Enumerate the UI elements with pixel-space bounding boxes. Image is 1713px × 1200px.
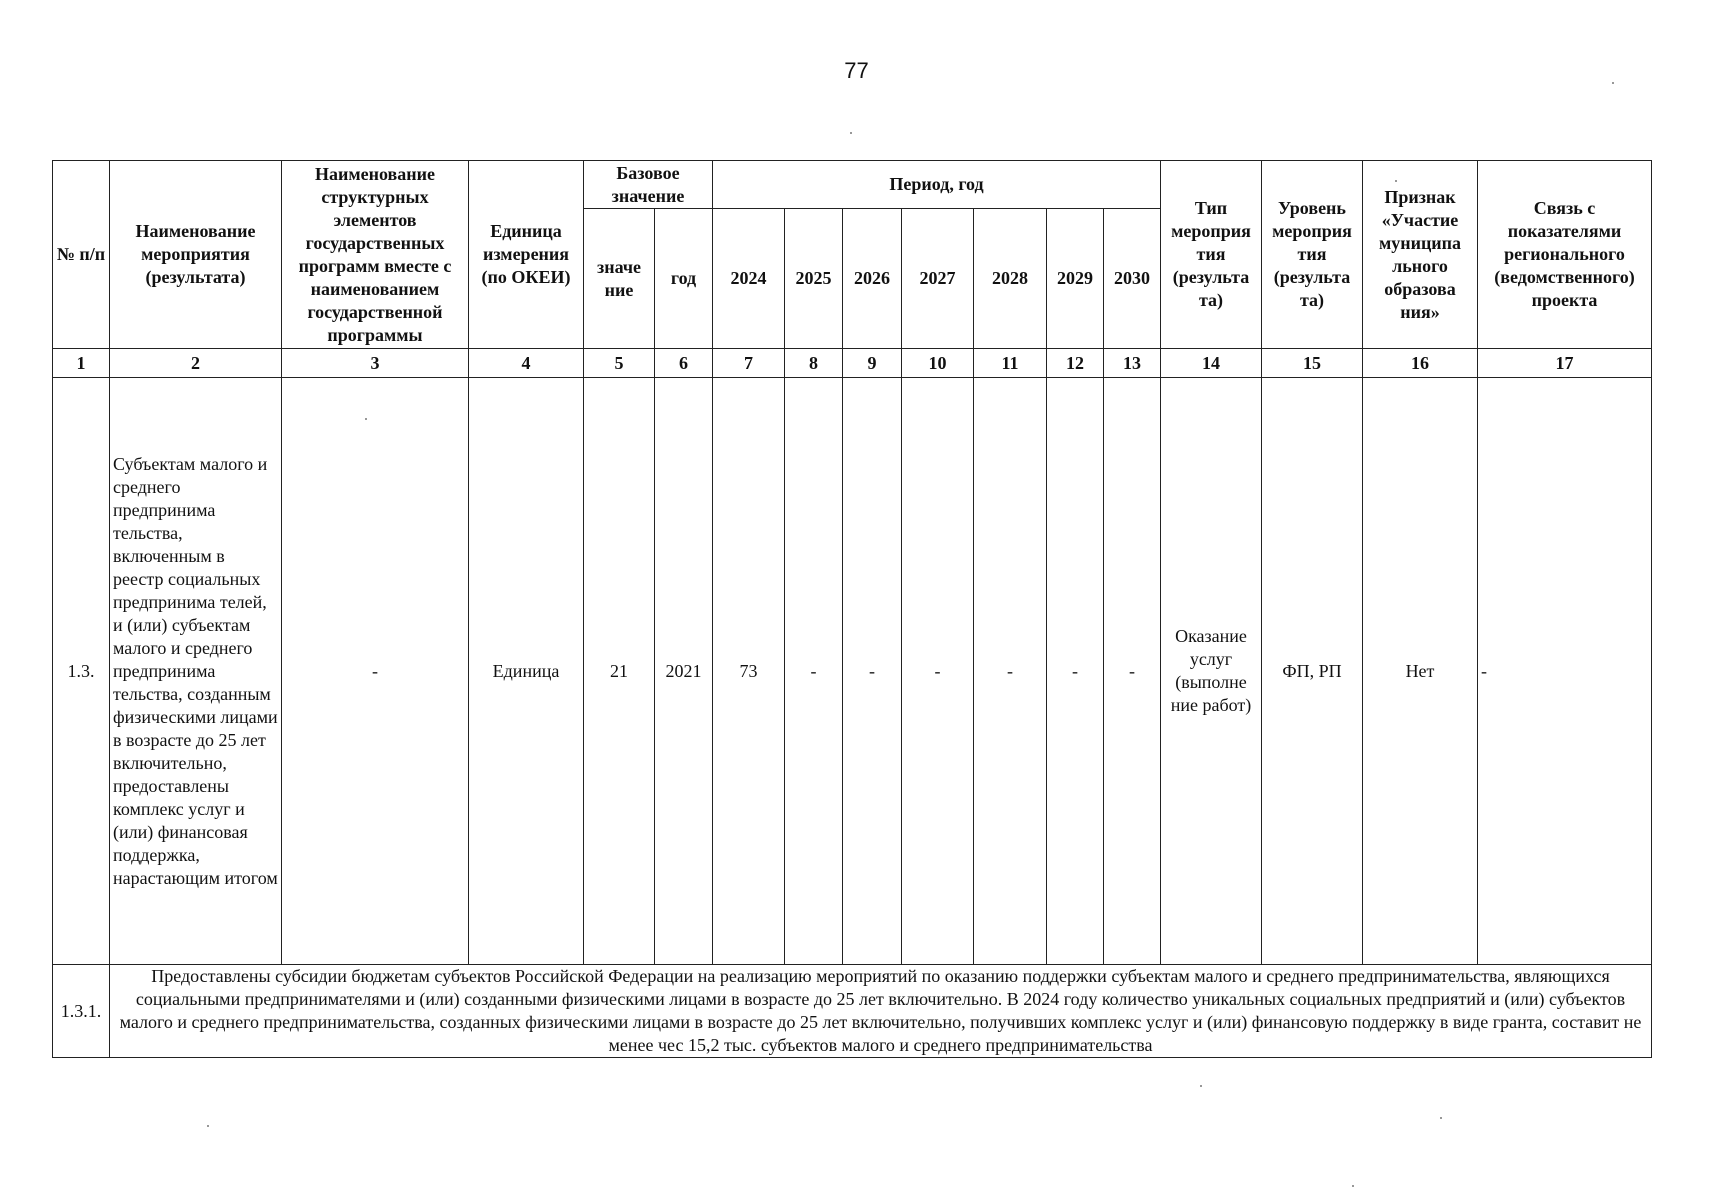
- row-unit: Единица: [469, 378, 584, 965]
- header-structural: Наименование структурных элементов государственных программ вместе с наименованием государственной программы: [282, 161, 469, 349]
- header-year-2024: 2024: [713, 209, 785, 349]
- scan-speck: [1395, 180, 1397, 182]
- row-value-2028: -: [974, 378, 1047, 965]
- scan-speck: [1200, 1085, 1202, 1087]
- row-link: -: [1478, 378, 1652, 965]
- column-number: 2: [110, 349, 282, 378]
- row-level: ФП, РП: [1262, 378, 1363, 965]
- page-number: 77: [844, 58, 869, 83]
- column-number: 9: [843, 349, 902, 378]
- header-year-2027: 2027: [902, 209, 974, 349]
- scan-speck: [850, 132, 852, 134]
- column-number: 11: [974, 349, 1047, 378]
- row-feature: Нет: [1363, 378, 1478, 965]
- column-number: 10: [902, 349, 974, 378]
- table-row: [53, 378, 1652, 965]
- header-year-2026: 2026: [843, 209, 902, 349]
- scan-speck: [1612, 82, 1614, 84]
- row-name: Субъектам малого и среднего предпринима тельства, включенным в реестр социальных предпринима телей, и (или) субъектам малого и среднего предпринима тельства, созданным физическими лицами в возрасте до 25 лет включительно, предоставлены комплекс услуг и (или) финансовая поддержка, нарастающим итогом: [110, 378, 282, 965]
- header-period: Период, год: [713, 161, 1161, 209]
- row-value-2026: -: [843, 378, 902, 965]
- column-number: 4: [469, 349, 584, 378]
- column-number: 15: [1262, 349, 1363, 378]
- row-value-2024: 73: [713, 378, 785, 965]
- row-type: Оказание услуг (выполне ние работ): [1161, 378, 1262, 965]
- scan-speck: [365, 418, 367, 420]
- header-name: Наименование мероприятия (результата): [110, 161, 282, 349]
- column-number: 14: [1161, 349, 1262, 378]
- header-type: Тип мероприя тия (результа та): [1161, 161, 1262, 349]
- column-number: 17: [1478, 349, 1652, 378]
- header-feature: Признак «Участие муниципа льного образова ния»: [1363, 161, 1478, 349]
- header-year-2025: 2025: [785, 209, 843, 349]
- header-year-2028: 2028: [974, 209, 1047, 349]
- header-link: Связь с показателями регионального (ведомственного) проекта: [1478, 161, 1652, 349]
- column-number: 13: [1104, 349, 1161, 378]
- column-number-row: [53, 349, 1652, 378]
- sub-row: [53, 965, 1652, 1058]
- sub-row-text: Предоставлены субсидии бюджетам субъектов Российской Федерации на реализацию мероприятий по оказанию поддержки субъектам малого и среднего предпринимательства, являющихся социальными предпринимателями и (или) созданными физическими лицами в возрасте до 25 лет включительно. В 2024 году количество уникальных социальных предприятий и (или) субъектов малого и среднего предпринимательства, созданных физическими лицами в возрасте до 25 лет включительно, получивших комплекс услуг и (или) финансовую поддержку в виде гранта, составит не менее чес 15,2 тыс. субъектов малого и среднего предпринимательства: [110, 965, 1652, 1058]
- scan-speck: [207, 1125, 209, 1127]
- row-base-value: 21: [584, 378, 655, 965]
- row-structural: -: [282, 378, 469, 965]
- header-base-year: год: [655, 209, 713, 349]
- row-value-2030: -: [1104, 378, 1161, 965]
- column-number: 1: [53, 349, 110, 378]
- row-value-2025: -: [785, 378, 843, 965]
- column-number: 5: [584, 349, 655, 378]
- column-number: 3: [282, 349, 469, 378]
- column-number: 7: [713, 349, 785, 378]
- column-number: 6: [655, 349, 713, 378]
- header-num: № п/п: [53, 161, 110, 349]
- header-level: Уровень мероприя тия (результа та): [1262, 161, 1363, 349]
- results-table: [52, 160, 1652, 1058]
- header-base-value: значе ние: [584, 209, 655, 349]
- header-year-2029: 2029: [1047, 209, 1104, 349]
- row-num: 1.3.: [53, 378, 110, 965]
- header-unit: Единица измерения (по ОКЕИ): [469, 161, 584, 349]
- scan-speck: [1352, 1185, 1354, 1187]
- row-value-2029: -: [1047, 378, 1104, 965]
- column-number: 16: [1363, 349, 1478, 378]
- column-number: 12: [1047, 349, 1104, 378]
- sub-row-num: 1.3.1.: [53, 965, 110, 1058]
- row-base-year: 2021: [655, 378, 713, 965]
- header-base: Базовое значение: [584, 161, 713, 209]
- row-value-2027: -: [902, 378, 974, 965]
- column-number: 8: [785, 349, 843, 378]
- header-year-2030: 2030: [1104, 209, 1161, 349]
- scan-speck: [1440, 1117, 1442, 1119]
